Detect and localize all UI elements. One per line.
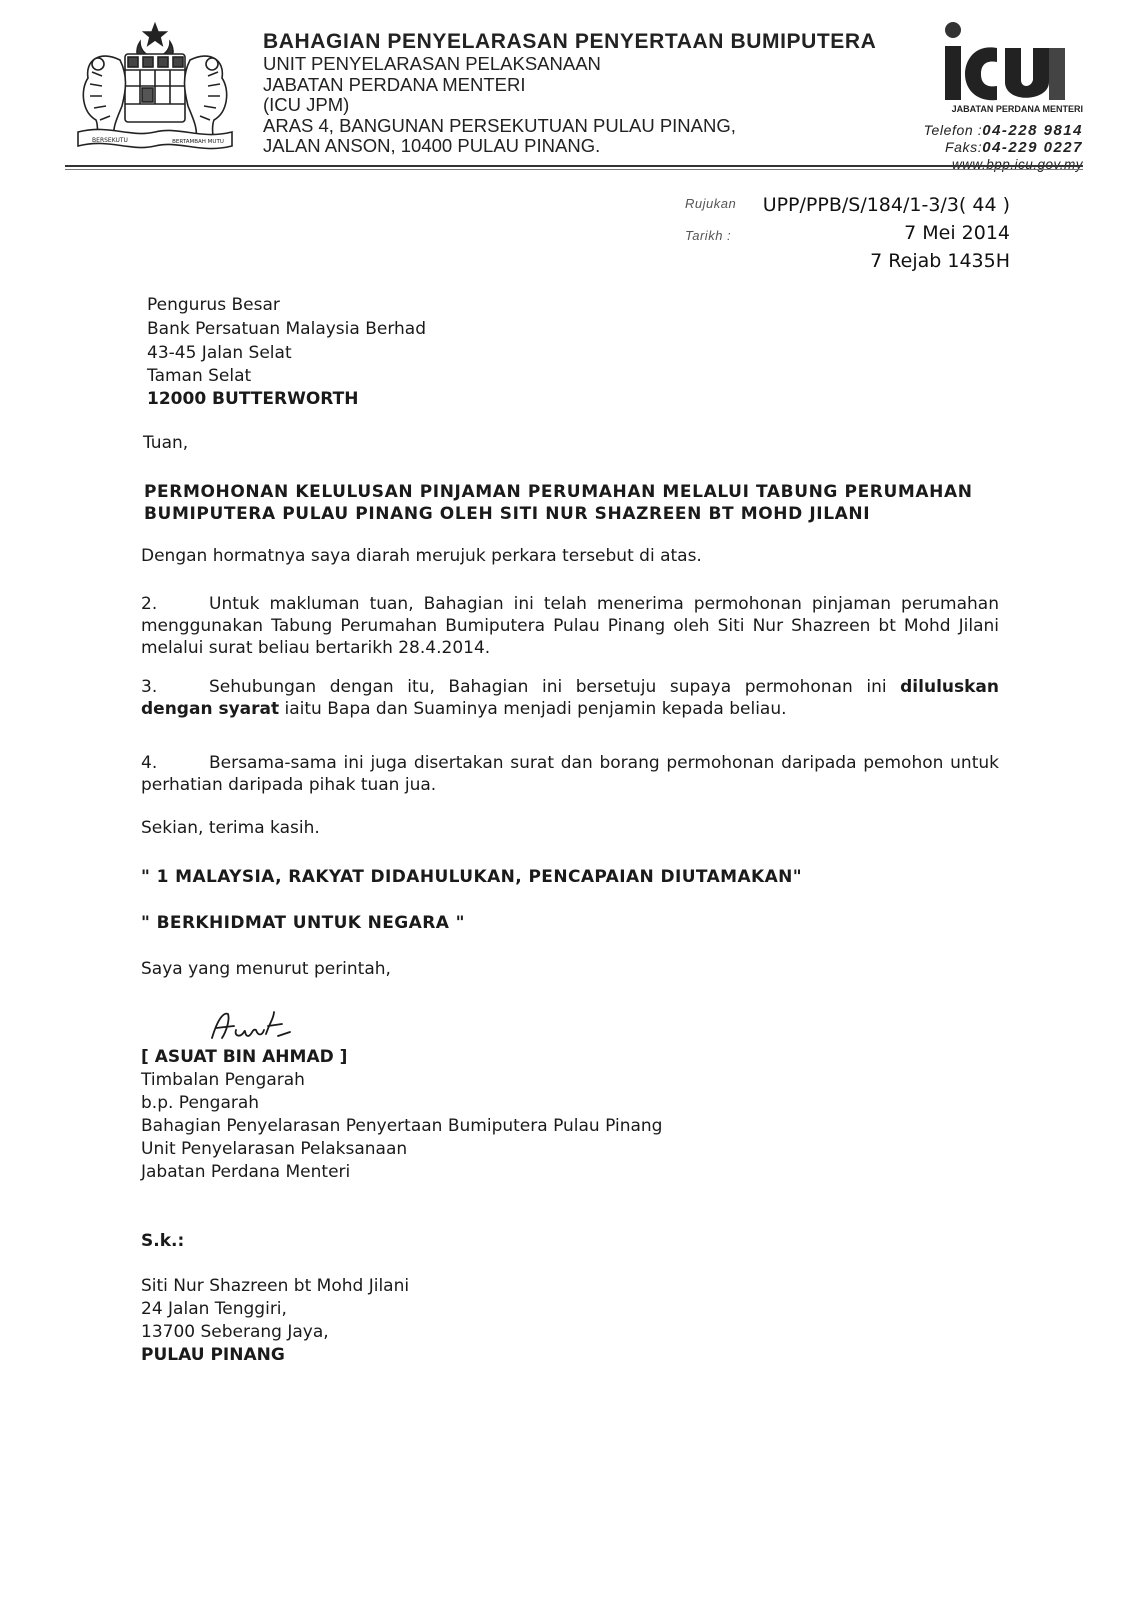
recipient-title: Pengurus Besar xyxy=(147,295,280,315)
icu-logo xyxy=(935,20,1075,104)
recipient-city: 12000 BUTTERWORTH xyxy=(147,389,359,409)
reference-block xyxy=(685,196,1010,276)
crest-motto-left: BERSEKUTU xyxy=(92,137,128,144)
recipient-address-2: Taman Selat xyxy=(147,366,252,386)
phone-label: Telefon : xyxy=(923,122,983,138)
phone-row xyxy=(924,122,1083,139)
paragraph-3-emphasis: diluluskan dengan syarat xyxy=(141,677,999,719)
paragraph-4 xyxy=(141,752,999,796)
paragraph-2 xyxy=(141,593,999,659)
crest-motto-right: BERTAMBAH MUTU xyxy=(172,139,224,145)
paragraph-3 xyxy=(141,676,999,720)
letterhead-divider xyxy=(65,165,1083,167)
phone-number: 04-228 9814 xyxy=(982,122,1083,139)
cc-address-1: 24 Jalan Tenggiri, xyxy=(141,1299,287,1319)
paragraph-4-number: 4. xyxy=(141,753,158,773)
letterhead-line-4: ARAS 4, BANGUNAN PERSEKUTUAN PULAU PINANG, xyxy=(263,114,736,136)
letter-date: 7 Mei 2014 xyxy=(904,222,1010,244)
rujukan-label: Rujukan xyxy=(685,196,737,211)
slogan-berkhidmat: " BERKHIDMAT UNTUK NEGARA " xyxy=(141,913,465,933)
logo-department-label: JABATAN PERDANA MENTERI xyxy=(951,104,1083,114)
reference-number: UPP/PPB/S/184/1-3/3( 44 ) xyxy=(762,194,1010,216)
cc-label: S.k.: xyxy=(141,1231,185,1251)
opening-sentence: Dengan hormatnya saya diarah merujuk perkara tersebut di atas. xyxy=(141,546,702,566)
paragraph-3-number: 3. xyxy=(141,677,158,697)
paragraph-3-text-b: iaitu Bapa dan Suaminya menjadi penjamin kepada beliau. xyxy=(279,699,787,719)
coat-of-arms-logo xyxy=(70,20,240,160)
recipient-company: Bank Persatuan Malaysia Berhad xyxy=(147,319,426,339)
fax-row xyxy=(924,139,1083,156)
cc-state: PULAU PINANG xyxy=(141,1345,285,1365)
letterhead-line-3: (ICU JPM) xyxy=(263,94,350,115)
fax-label: Faks: xyxy=(945,139,983,155)
tarikh-label: Tarikh : xyxy=(685,228,732,243)
paragraph-4-text: Bersama-sama ini juga disertakan surat dan borang permohonan daripada pemohon untuk perhatian daripada pihak tuan jua. xyxy=(141,753,999,795)
signatory-dept-1: Bahagian Penyelarasan Penyertaan Bumiputera Pulau Pinang xyxy=(141,1116,663,1136)
signature xyxy=(208,1008,298,1044)
signatory-dept-2: Unit Penyelarasan Pelaksanaan xyxy=(141,1139,408,1159)
signatory-position: Timbalan Pengarah xyxy=(141,1070,305,1090)
letterhead-line-5: JALAN ANSON, 10400 PULAU PINANG. xyxy=(263,135,601,156)
icu-logo-text: icu xyxy=(937,30,939,31)
subject-line-2: BUMIPUTERA PULAU PINANG OLEH SITI NUR SHAZREEN BT MOHD JILANI xyxy=(144,504,871,524)
cc-name: Siti Nur Shazreen bt Mohd Jilani xyxy=(141,1276,410,1296)
hijri-date: 7 Rejab 1435H xyxy=(870,250,1010,272)
subject-line-1: PERMOHONAN KELULUSAN PINJAMAN PERUMAHAN MELALUI TABUNG PERUMAHAN xyxy=(144,482,973,502)
paragraph-3-text-a: Sehubungan dengan itu, Bahagian ini bersetuju supaya permohonan ini xyxy=(209,677,901,697)
letterhead xyxy=(263,30,876,157)
signature-script: Asuat xyxy=(208,1043,211,1044)
slogan-1malaysia: " 1 MALAYSIA, RAKYAT DIDAHULUKAN, PENCAPAIAN DIUTAMAKAN" xyxy=(141,867,803,887)
letterhead-line-1: UNIT PENYELARASAN PELAKSANAAN xyxy=(263,53,601,74)
cc-address-2: 13700 Seberang Jaya, xyxy=(141,1322,329,1342)
paragraph-2-text: Untuk makluman tuan, Bahagian ini telah menerima permohonan pinjaman perumahan menggunakan Tabung Perumahan Bumiputera Pulau Pinang oleh Siti Nur Shazreen bt Mohd Jilani melalui surat beliau bertarikh 28.4.2014. xyxy=(141,594,999,658)
organization-name: BAHAGIAN PENYELARASAN PENYERTAAN BUMIPUTERA xyxy=(263,30,877,53)
signatory-dept-3: Jabatan Perdana Menteri xyxy=(141,1162,351,1182)
paragraph-2-number: 2. xyxy=(141,594,158,614)
closing-line: Sekian, terima kasih. xyxy=(141,818,320,838)
letterhead-line-2: JABATAN PERDANA MENTERI xyxy=(263,73,526,95)
recipient-address-1: 43-45 Jalan Selat xyxy=(147,343,292,363)
signatory-bp: b.p. Pengarah xyxy=(141,1093,260,1113)
sign-off: Saya yang menurut perintah, xyxy=(141,959,391,979)
letterhead-divider-thin xyxy=(65,169,1083,170)
signatory-name: [ ASUAT BIN AHMAD ] xyxy=(141,1047,348,1067)
fax-number: 04-229 0227 xyxy=(982,139,1083,156)
salutation: Tuan, xyxy=(143,433,189,453)
